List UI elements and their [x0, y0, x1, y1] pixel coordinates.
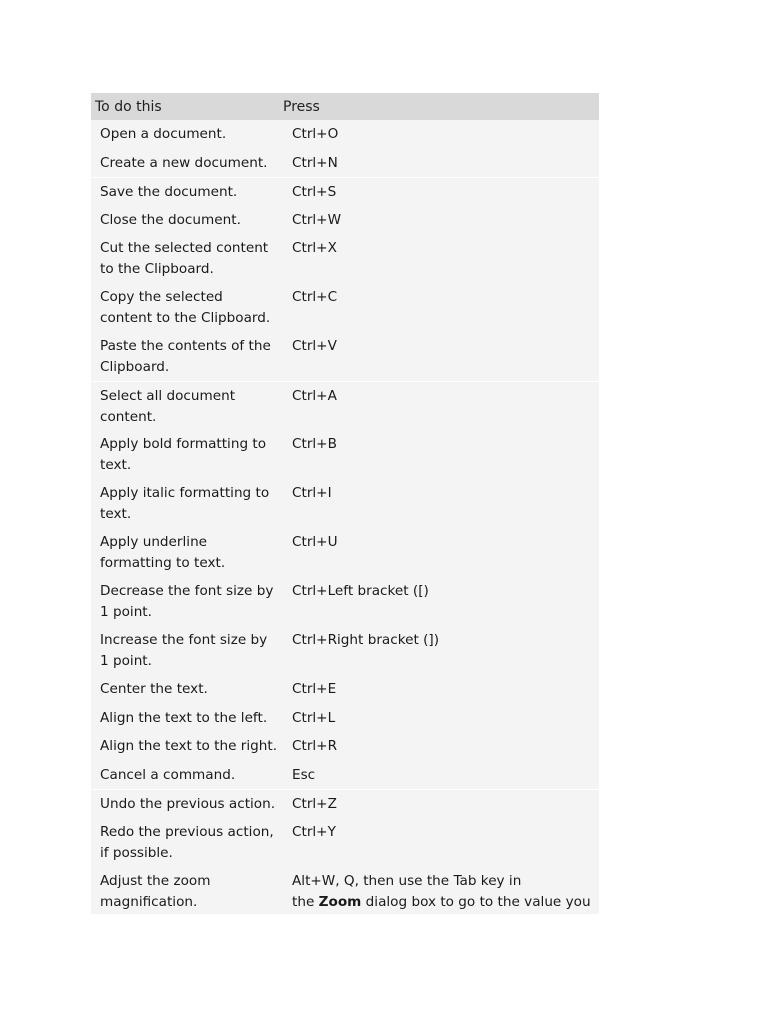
table-row: [91, 577, 599, 626]
zoom-dialog-name: Zoom: [318, 893, 362, 910]
row-action: Apply italic formatting to text.: [100, 485, 270, 522]
row-action: Align the text to the right.: [100, 738, 278, 754]
table-header: [91, 93, 599, 120]
row-action: Paste the contents of the Clipboard.: [100, 338, 271, 375]
row-keys: Ctrl+R: [292, 738, 338, 754]
table-row: [91, 206, 599, 235]
row-keys: Ctrl+L: [292, 709, 336, 726]
table-row: [91, 332, 599, 381]
header-action: To do this: [95, 98, 162, 115]
row-action: Save the document.: [100, 184, 238, 200]
table-row: [91, 761, 599, 790]
table-row: [91, 675, 599, 704]
row-keys: Ctrl+E: [292, 681, 337, 697]
row-action: Close the document.: [100, 211, 241, 228]
table-row: [91, 283, 599, 332]
row-action: Center the text.: [100, 681, 208, 697]
row-action: Cut the selected content to the Clipboard.: [100, 240, 269, 277]
keys-text: dialog box to go to the value you: [361, 893, 591, 910]
row-keys: Ctrl+U: [292, 534, 338, 550]
table-row: [91, 479, 599, 528]
table-row: [91, 381, 599, 430]
table-row: [91, 177, 599, 206]
table-row: [91, 234, 599, 283]
row-action: Decrease the font size by 1 point.: [100, 583, 274, 620]
row-action: Select all document content.: [100, 388, 236, 425]
row-action: Apply underline formatting to text.: [100, 534, 226, 571]
row-keys: Ctrl+W: [292, 211, 342, 228]
table-row: [91, 430, 599, 479]
row-action: Redo the previous action, if possible.: [100, 823, 274, 861]
row-keys: Ctrl+Z: [292, 796, 337, 812]
table-row: [91, 626, 599, 675]
table-row: [91, 528, 599, 577]
table-row: [91, 149, 599, 178]
table-row: [91, 789, 599, 818]
row-action: Create a new document.: [100, 154, 268, 171]
row-keys: Ctrl+N: [292, 154, 338, 171]
keys-text: the: [292, 893, 319, 910]
row-keys: Ctrl+S: [292, 184, 337, 200]
row-action: Align the text to the left.: [100, 709, 268, 726]
table-row: [91, 120, 599, 149]
row-keys: Ctrl+O: [292, 126, 339, 142]
header-keys: Press: [283, 98, 320, 115]
keys-line: [292, 892, 599, 913]
table-row: [91, 704, 599, 733]
row-keys: Ctrl+B: [292, 436, 337, 452]
keys-line: Alt+W, Q, then use the Tab key in: [292, 872, 522, 889]
row-keys: Ctrl+A: [292, 388, 337, 404]
row-keys: Ctrl+Left bracket ([): [292, 583, 429, 599]
row-keys: Ctrl+C: [292, 289, 338, 305]
row-keys: Ctrl+Y: [292, 823, 336, 840]
row-keys: [283, 871, 599, 916]
table-row: [91, 867, 599, 916]
row-action: Adjust the zoom magnification.: [100, 872, 211, 910]
row-action: Cancel a command.: [100, 766, 236, 783]
shortcut-table: [91, 93, 599, 914]
row-action: Open a document.: [100, 126, 227, 142]
row-action: Apply bold formatting to text.: [100, 436, 267, 473]
row-action: Copy the selected content to the Clipboard.: [100, 289, 271, 326]
row-keys: Ctrl+Right bracket (]): [292, 632, 440, 648]
table-row: [91, 732, 599, 761]
row-keys: Esc: [292, 766, 316, 783]
row-keys: Ctrl+I: [292, 485, 332, 501]
row-keys: Ctrl+X: [292, 240, 337, 256]
row-keys: Ctrl+V: [292, 338, 337, 354]
table-row: [91, 818, 599, 867]
row-action: Undo the previous action.: [100, 796, 276, 812]
row-action: Increase the font size by 1 point.: [100, 632, 268, 669]
